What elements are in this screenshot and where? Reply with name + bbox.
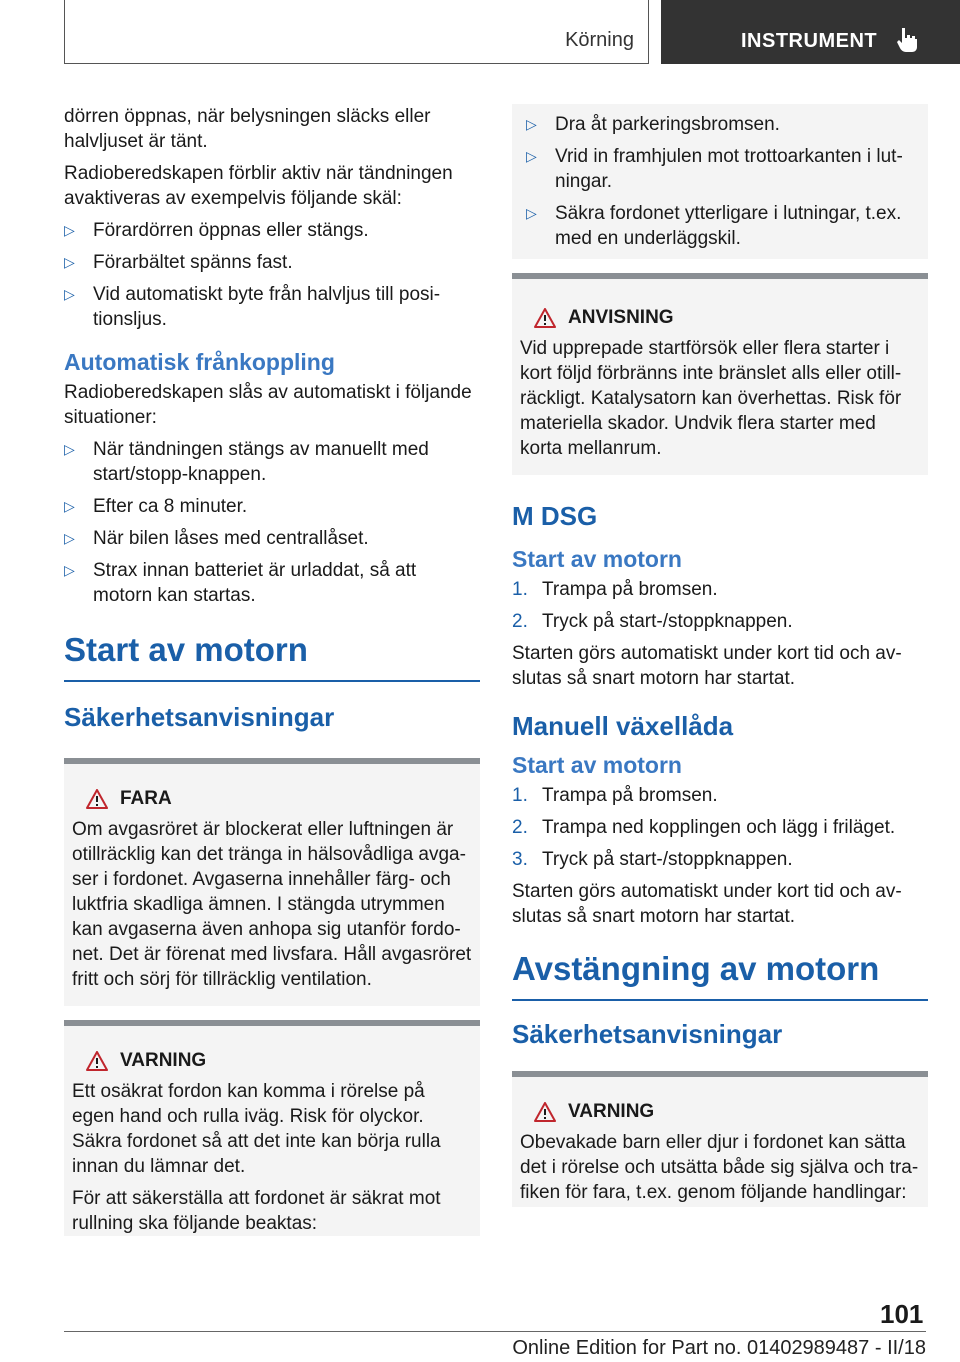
triangle-right-icon: ▷	[64, 562, 75, 578]
auto-paragraph: Radioberedskapen slås av automatiskt i följande situationer:	[64, 382, 472, 428]
warning-box	[64, 1020, 480, 1236]
list-item: 3. Tryck på start-/stoppknappen.	[512, 849, 793, 870]
left-column	[64, 104, 480, 1236]
warning-triangle-icon	[534, 1102, 556, 1122]
list-item: 1. Trampa på bromsen.	[512, 785, 718, 806]
heading-start-engine-manual: Start av motorn	[512, 752, 682, 778]
triangle-right-icon: ▷	[526, 116, 537, 132]
rolling-precautions-list	[526, 112, 922, 251]
warning-box-continued	[512, 104, 928, 259]
list-item: 2. Tryck på start-/stoppknappen.	[512, 611, 793, 632]
warning-box-stop	[512, 1071, 928, 1207]
heading-safety: Säkerhetsanvisningar	[64, 702, 335, 732]
heading-start-engine-dsg: Start av motorn	[512, 546, 682, 572]
footer-divider	[64, 1331, 926, 1332]
header-chapter-tab	[661, 0, 960, 64]
triangle-right-icon: ▷	[64, 441, 75, 457]
list-item: ▷ Vrid in framhjulen mot trottoarkanten i lutningar.	[526, 146, 903, 192]
manual-paragraph: Starten görs automatiskt under kort tid och avslutas så snart motorn har startat.	[512, 881, 902, 927]
warning-text-2: För att säkerställa att fordonet är säkrat mot rullning ska följande beaktas:	[72, 1188, 441, 1234]
header-section-tab	[64, 0, 649, 64]
danger-text: Om avgasröret är blockerat eller luftningen är otillräcklig kan det tränga in hälsovådliga avgaser i fordonet. Avgaserna innehåller färg- och luktfria skadliga ämnen. I stängda utrymmen kan avgaserna även anhopa sig utanför fordonet. Det är förenat med livsfara. Håll avgasröret fritt och sörj för tillräcklig ventilation.	[72, 819, 472, 990]
warning-stop-text: Obevakade barn eller djur i fordonet kan sätta det i rörelse och utsätta både sig själva och trafiken för fara, t.ex. genom följande handlingar:	[520, 1132, 919, 1203]
triangle-right-icon: ▷	[64, 530, 75, 546]
warning-triangle-icon	[86, 1051, 108, 1071]
intro-paragraph-2: Radioberedskapen förblir aktiv när tändningen avaktiveras av exempelvis följande skäl:	[64, 163, 453, 209]
notice-box	[512, 273, 928, 475]
list-item: ▷ När tändningen stängs av manuellt med start/stopp-knappen.	[64, 439, 429, 485]
right-column	[512, 104, 928, 1221]
heading-automatic-shutoff: Automatisk frånkoppling	[64, 349, 335, 375]
list-item: ▷ Förardörren öppnas eller stängs.	[64, 220, 369, 241]
header-chapter-label: INSTRUMENT	[741, 30, 878, 52]
footer-edition: Online Edition for Part no. 01402989487 - II/18	[512, 1337, 926, 1359]
triangle-right-icon: ▷	[64, 498, 75, 514]
header-section-label: Körning	[565, 29, 634, 51]
list-item: ▷ Vid automatiskt byte från halvljus till positionsljus.	[64, 284, 441, 330]
triangle-right-icon: ▷	[64, 254, 75, 270]
warning-stop-title: VARNING	[568, 1101, 655, 1122]
list-item: ▷ Förarbältet spänns fast.	[64, 252, 293, 273]
list-item: ▷ Efter ca 8 minuter.	[64, 496, 248, 517]
heading-manual-gearbox: Manuell växellåda	[512, 711, 734, 741]
triangle-right-icon: ▷	[64, 286, 75, 302]
warning-triangle-icon	[86, 789, 108, 809]
list-item: 1. Trampa på bromsen.	[512, 579, 718, 600]
heading-m-dsg: M DSG	[512, 501, 598, 531]
list-item: ▷ Säkra fordonet ytterligare i lutningar, t.ex. med en underläggskil.	[526, 203, 902, 249]
page-number: 101	[880, 1299, 924, 1329]
heading-safety-stop: Säkerhetsanvisningar	[512, 1019, 783, 1049]
danger-title: FARA	[120, 788, 172, 809]
warning-triangle-icon	[534, 308, 556, 328]
danger-box	[64, 758, 480, 1006]
heading-start-engine: Start av motorn	[64, 630, 480, 682]
notice-title: ANVISNING	[568, 307, 674, 328]
triangle-right-icon: ▷	[64, 222, 75, 238]
hand-pointer-icon	[895, 25, 921, 53]
triangle-right-icon: ▷	[526, 205, 537, 221]
auto-shutoff-list	[64, 437, 480, 608]
warning-title: VARNING	[120, 1050, 207, 1071]
warning-text-1: Ett osäkrat fordon kan komma i rörelse på egen hand och rulla iväg. Risk för olyckor. Säkra fordonet så att det inte kan börja rulla innan du lämnar det.	[72, 1081, 441, 1177]
standby-reasons-list	[64, 218, 480, 332]
intro-paragraph-1: dörren öppnas, när belysningen släcks eller halvljuset är tänt.	[64, 106, 431, 152]
triangle-right-icon: ▷	[526, 148, 537, 164]
list-item: 2. Trampa ned kopplingen och lägg i friläget.	[512, 817, 896, 838]
heading-stop-engine: Avstängning av motorn	[512, 949, 928, 1001]
manual-steps-list	[512, 783, 928, 872]
list-item: ▷ Strax innan batteriet är urladdat, så att motorn kan startas.	[64, 560, 417, 606]
dsg-paragraph: Starten görs automatiskt under kort tid och avslutas så snart motorn har startat.	[512, 643, 902, 689]
notice-text: Vid upprepade startförsök eller flera starter i kort följd förbränns inte bränslet alls eller otillräckligt. Katalysatorn kan överhettas. Risk för materiella skador. Undvik flera starter med korta mellanrum.	[520, 338, 902, 459]
dsg-steps-list	[512, 577, 928, 634]
list-item: ▷ Dra åt parkeringsbromsen.	[526, 114, 780, 135]
list-item: ▷ När bilen låses med centrallåset.	[64, 528, 369, 549]
